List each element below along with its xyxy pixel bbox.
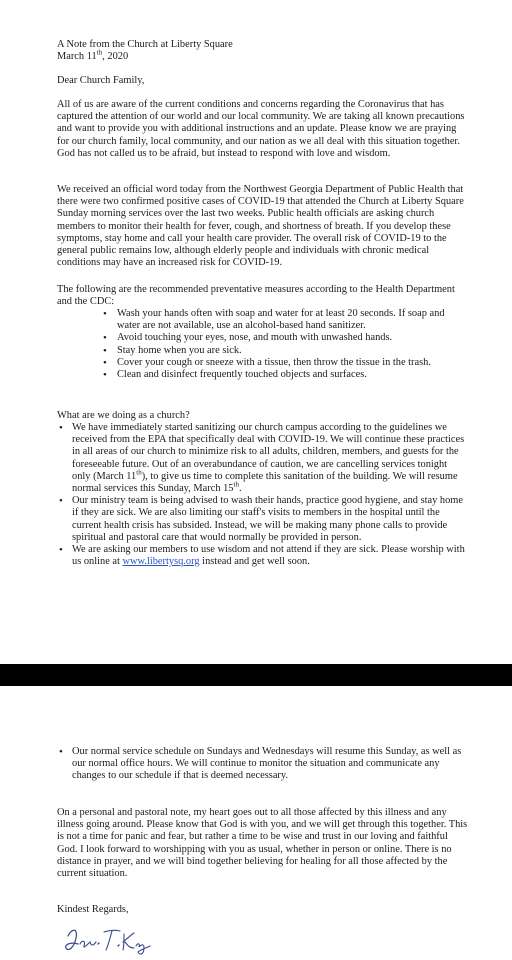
signature-icon [62, 922, 152, 958]
list-item: • Cover your cough or sneeze with a tissue, then throw the tissue in the trash. [117, 357, 457, 369]
list-item: • Our ministry team is being advised to wash their hands, practice good hygiene, and stay home if they are sick. We are also limiting our staff's visits to members in the hospital until the current health crisis has subsided. Instead, we will be making many phone calls to provide spiritual and pastoral care that would normally be provided in person. [72, 495, 468, 544]
list-item: • Stay home when you are sick. [117, 345, 457, 357]
list-item: • Clean and disinfect frequently touched objects and surfaces. [117, 369, 457, 381]
list-item: • We are asking our members to use wisdom and not attend if they are sick. Please worship with us online at www.libertysq.org instead and get well soon. [72, 544, 468, 568]
page-divider-bar [0, 664, 512, 686]
list-item: • Wash your hands often with soap and water for at least 20 seconds. If soap and water are not available, use an alcohol-based hand sanitizer. [117, 308, 457, 332]
church-actions-heading: What are we doing as a church? [57, 410, 190, 421]
preventive-measures-list [117, 308, 457, 381]
greeting: Dear Church Family, [57, 75, 145, 86]
list-item: • Our normal service schedule on Sundays and Wednesdays will resume this Sunday, as well as our normal office hours. We will continue to monitor the situation and communicate any changes to our schedule if that is deemed necessary. [72, 746, 468, 783]
paragraph-intro: All of us are aware of the current conditions and concerns regarding the Coronavirus that has captured the attention of our world and our local community. We are taking all known precautions and want to provide you with additional instructions and an update. Please know we are praying for our church family, local community, and our nation as we all deal with this situation together. God has not called us to be afraid, but instead to respond with love and wisdom. [57, 99, 465, 159]
closing: Kindest Regards, [57, 904, 129, 915]
schedule-list [72, 746, 468, 783]
letter-title: A Note from the Church at Liberty Square [57, 39, 233, 50]
church-actions-list [72, 422, 468, 568]
list-item: • We have immediately started sanitizing our church campus according to the guidelines we received from the EPA that specifically deal with COVID-19. We will continue these practices in all areas of our church to minimize risk to all adults, children, members, and guests for the foreseeable future. Out of an overabundance of caution, we are cancelling services tonight only (March 11th), to give us time to complete this sanitation of the building. We will resume normal services this Sunday, March 15th. [72, 422, 468, 495]
paragraph-pastoral-note: On a personal and pastoral note, my heart goes out to all those affected by this illness and any illness going around. Please know that God is with you, and we will get through this together. This is not a time for panic and fear, but rather a time to be wise and trust in our loving and faithful God. I look forward to worshipping with you as usual, whether in person or online. There is no distance in prayer, and we will bind together believing for healing for all those affected by the current situation. [57, 807, 468, 880]
paragraph-health-notice: We received an official word today from the Northwest Georgia Department of Public Health that there were two confirmed positive cases of COVID-19 that attended the Church at Liberty Square Sunday morning services over the last two weeks. Public health officials are asking church members to monitor their health for fever, cough, and shortness of breath. If you develop these symptoms, stay home and call your health care provider. The overall risk of COVID-19 to the general public remains low, although elderly people and individuals with chronic medical conditions may have an increased risk for COVID-19. [57, 184, 464, 269]
paragraph-measures-intro: The following are the recommended preventative measures according to the Health Department and the CDC: [57, 284, 455, 308]
letter-date: March 11th, 2020 [57, 48, 129, 62]
website-link[interactable]: www.libertysq.org [122, 556, 200, 568]
list-item: • Avoid touching your eyes, nose, and mouth with unwashed hands. [117, 332, 457, 344]
